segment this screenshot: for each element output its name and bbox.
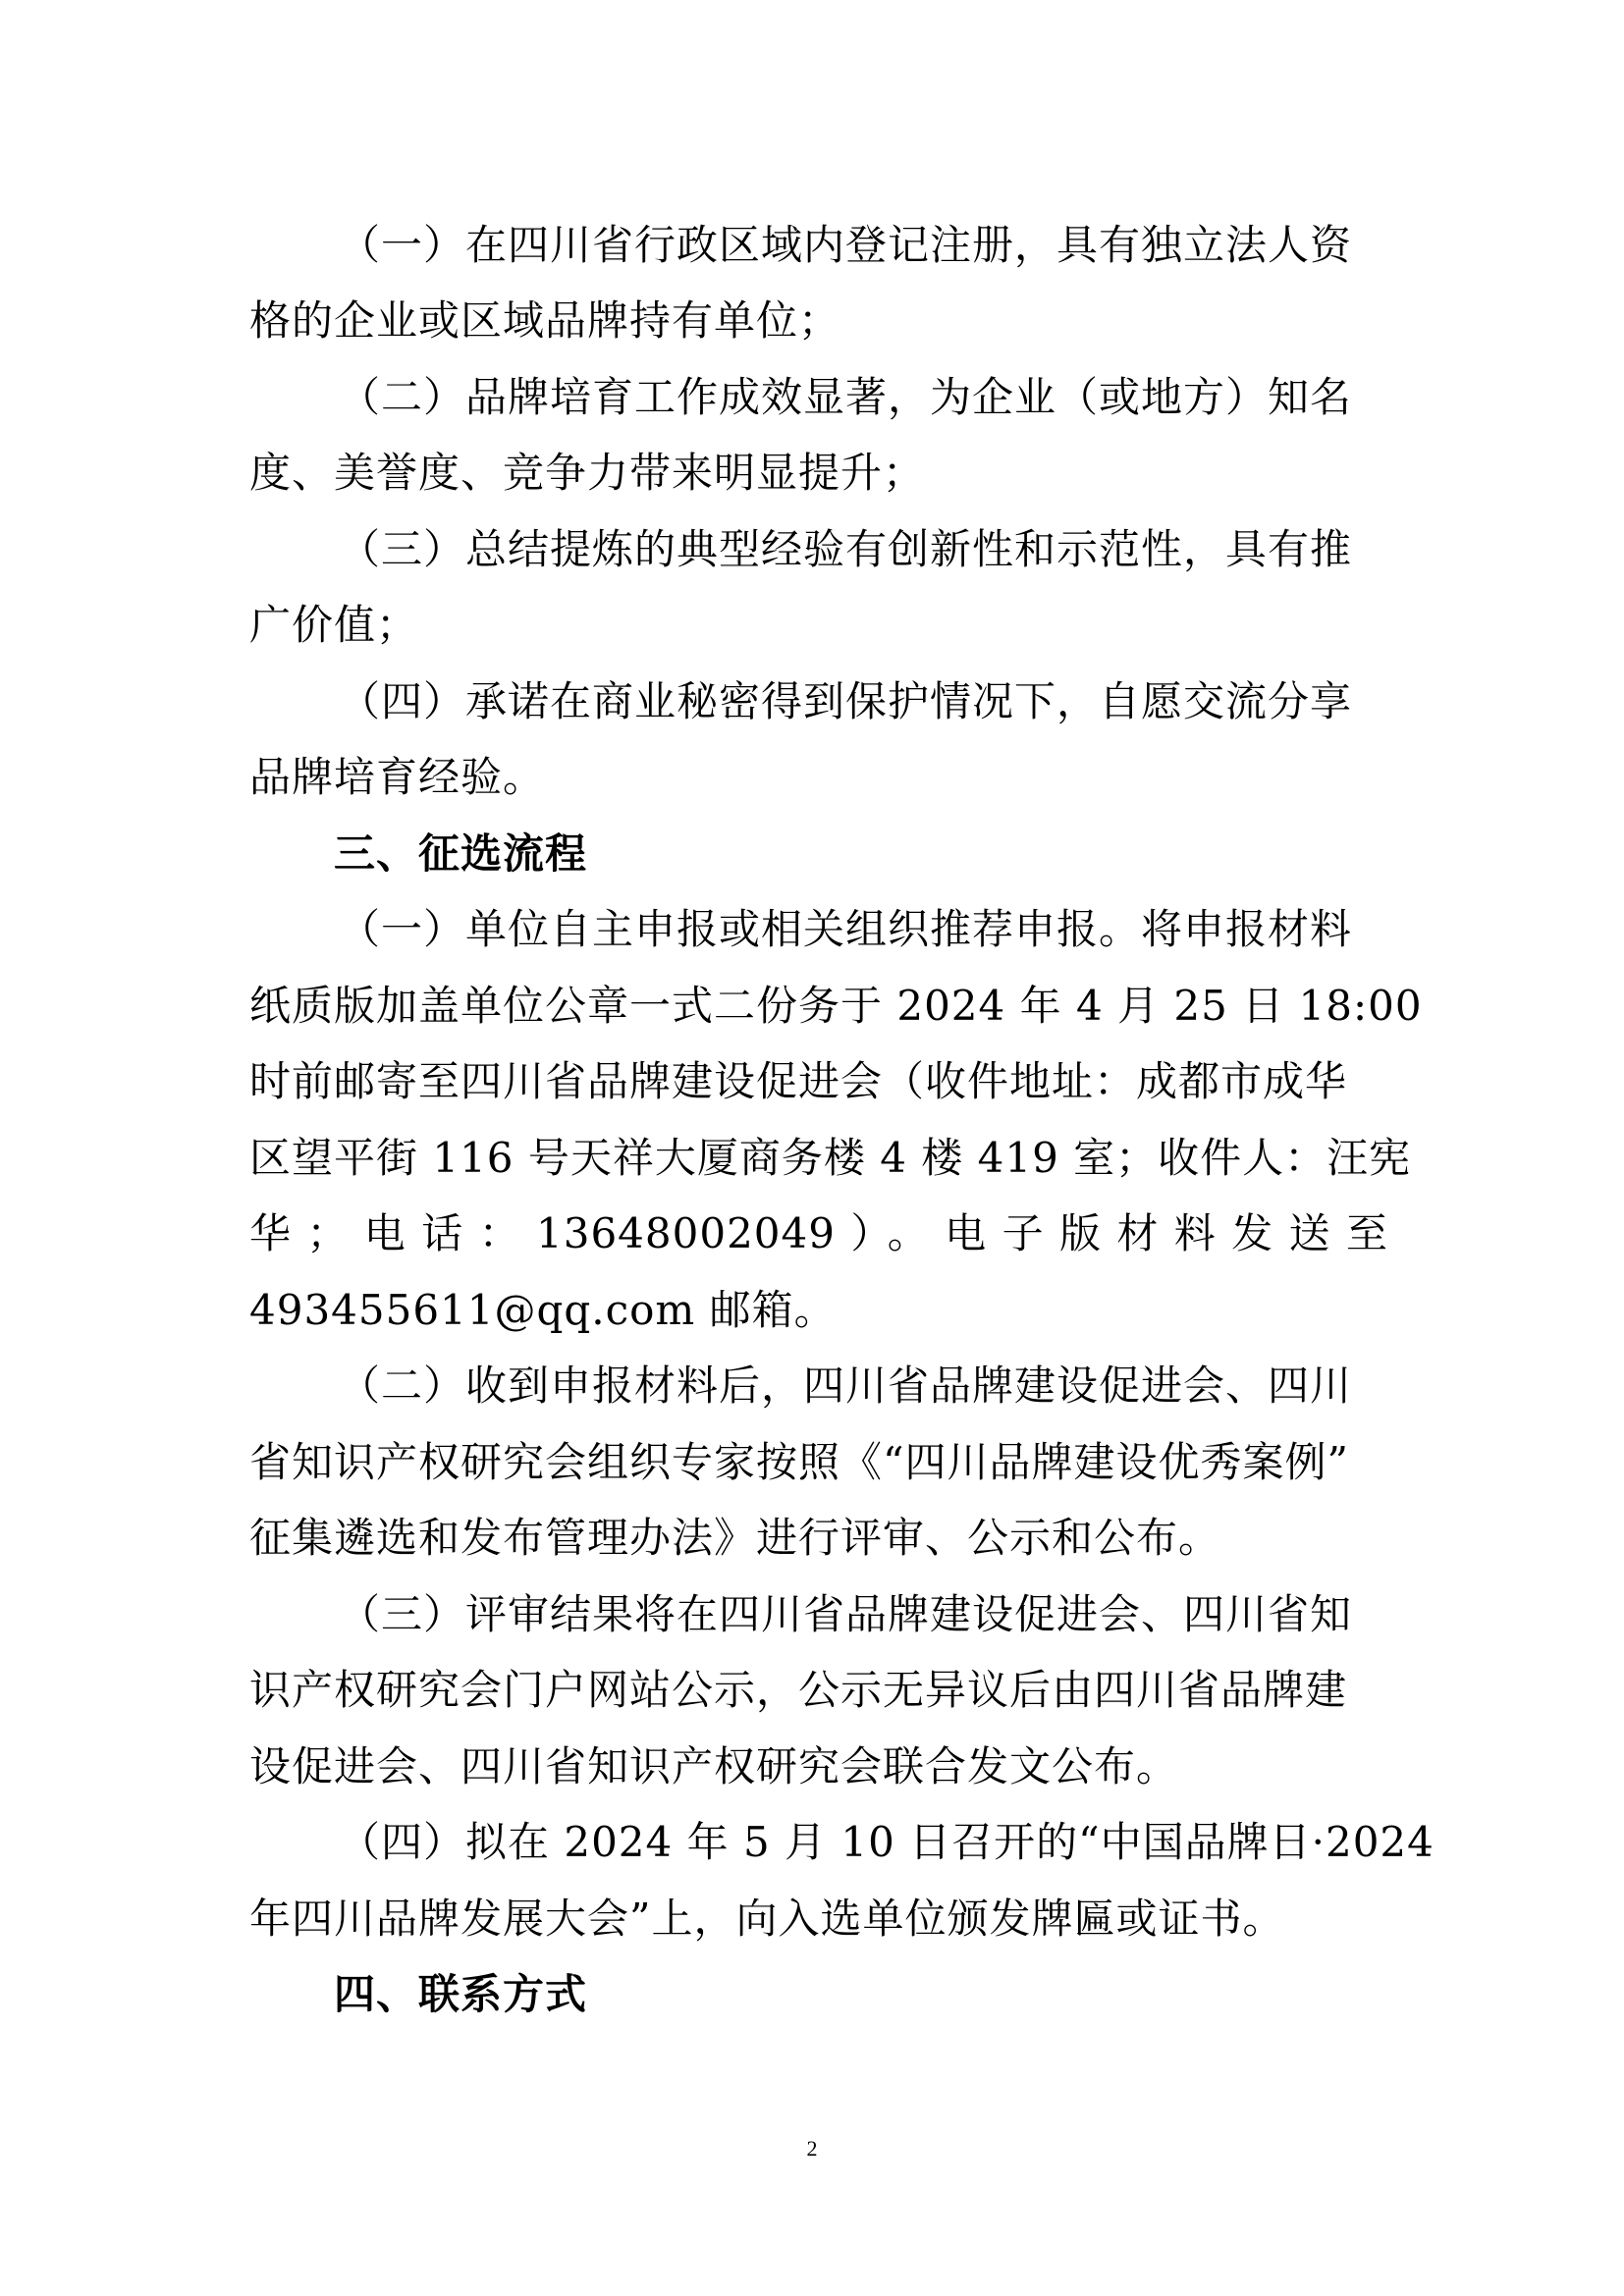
paragraph-line: 格的企业或区域品牌持有单位；: [249, 296, 841, 345]
paragraph-line: 广价值；: [249, 601, 419, 649]
paragraph-line: 区望平街 116 号天祥大厦商务楼 4 楼 419 室；收件人：汪宪: [249, 1134, 1412, 1182]
paragraph-line: 设促进会、四川省知识产权研究会联合发文公布。: [249, 1742, 1179, 1790]
paragraph-line: （三）总结提炼的典型经验有创新性和示范性，具有推: [339, 525, 1353, 573]
paragraph-line: 识产权研究会门户网站公示，公示无异议后由四川省品牌建: [249, 1666, 1348, 1714]
paragraph-line: （一）在四川省行政区域内登记注册，具有独立法人资: [339, 221, 1353, 269]
paragraph-line: 华；电话：13648002049）。电子版材料发送至: [249, 1209, 1388, 1257]
paragraph-line: （三）评审结果将在四川省品牌建设促进会、四川省知: [339, 1590, 1353, 1638]
paragraph-line: 征集遴选和发布管理办法》进行评审、公示和公布。: [249, 1514, 1221, 1562]
paragraph-line: （一）单位自主申报或相关组织推荐申报。将申报材料: [339, 905, 1353, 953]
paragraph-line: 时前邮寄至四川省品牌建设促进会（收件地址：成都市成华: [249, 1057, 1348, 1105]
paragraph-line: （二）收到申报材料后，四川省品牌建设促进会、四川: [339, 1362, 1353, 1410]
paragraph-line: 省知识产权研究会组织专家按照《“四川品牌建设优秀案例”: [249, 1438, 1349, 1486]
paragraph-line: （四）拟在 2024 年 5 月 10 日召开的“中国品牌日·2024: [339, 1818, 1435, 1866]
page-number: 2: [806, 2136, 818, 2161]
section-heading: 四、联系方式: [334, 1970, 588, 2018]
paragraph-line: 年四川品牌发展大会”上，向入选单位颁发牌匾或证书。: [249, 1895, 1285, 1943]
paragraph-line: 度、美誉度、竞争力带来明显提升；: [249, 449, 926, 497]
section-heading: 三、征选流程: [334, 829, 588, 878]
paragraph-line: 品牌培育经验。: [249, 753, 546, 801]
paragraph-line: （四）承诺在商业秘密得到保护情况下，自愿交流分享: [339, 677, 1353, 725]
paragraph-line: 纸质版加盖单位公章一式二份务于 2024 年 4 月 25 日 18:00: [249, 982, 1423, 1030]
paragraph-line: （二）品牌培育工作成效显著，为企业（或地方）知名: [339, 373, 1353, 421]
email-line: 493455611@qq.com 邮箱。: [249, 1286, 837, 1334]
